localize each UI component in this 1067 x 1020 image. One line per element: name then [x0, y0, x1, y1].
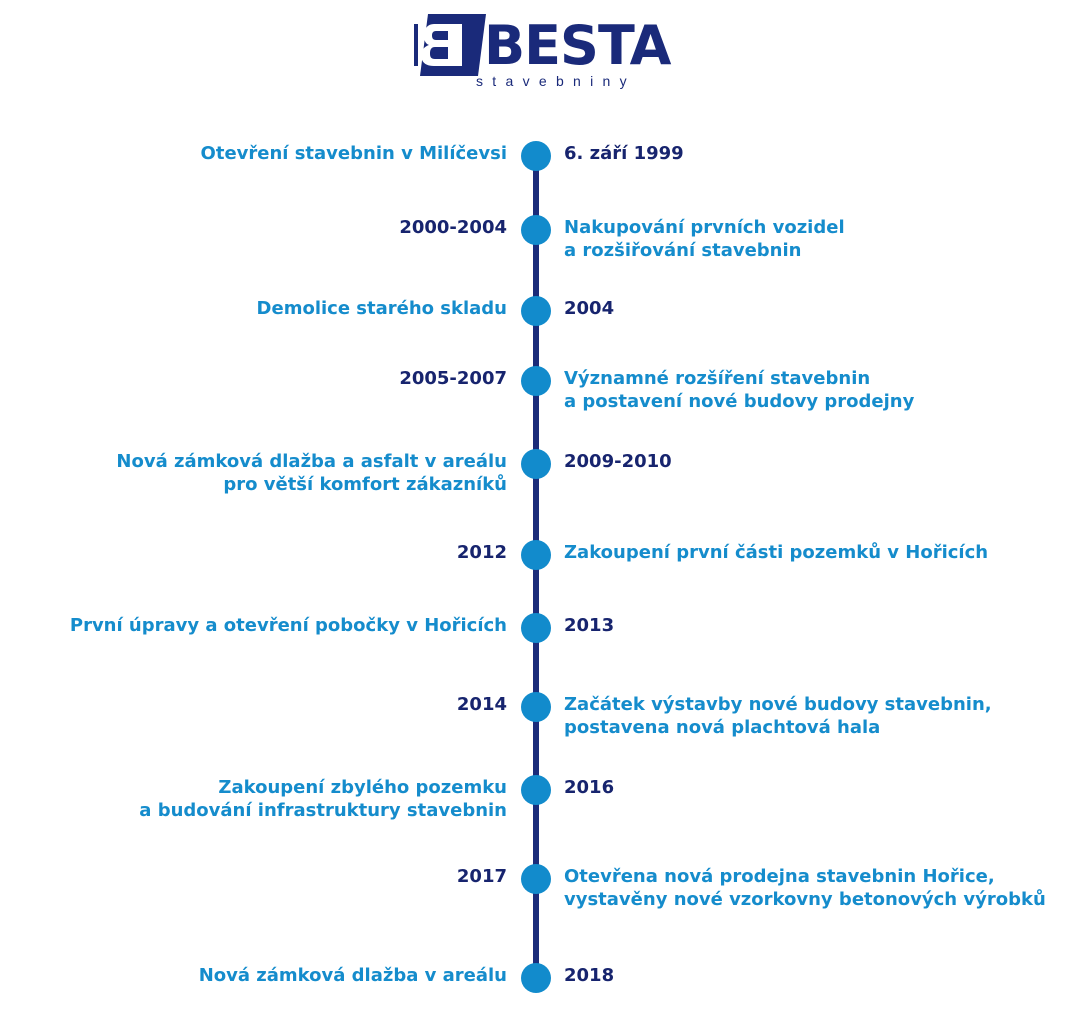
timeline-description: Demolice starého skladu [256, 298, 507, 319]
timeline-date: 2012 [456, 542, 507, 563]
timeline-date: 2009-2010 [564, 451, 672, 472]
timeline-dot [521, 296, 551, 326]
timeline-description: Zakoupení zbylého pozemku a budování infrastruktury stavebnin [139, 777, 507, 821]
logo-b-mark-icon [414, 14, 486, 76]
timeline-description: Nová zámková dlažba a asfalt v areálu pro větší komfort zákazníků [116, 451, 507, 495]
timeline-date: 2004 [564, 298, 615, 319]
timeline-description: První úpravy a otevření pobočky v Hořicích [69, 615, 507, 636]
timeline-description: Významné rozšíření stavebnin a postavení nové budovy prodejny [564, 368, 915, 412]
timeline-dot [521, 692, 551, 722]
besta-logo [414, 12, 671, 92]
timeline-description: Otevřena nová prodejna stavebnin Hořice, vystavěny nové vzorkovny betonových výrobků [564, 866, 1046, 910]
timeline-dot [521, 613, 551, 643]
timeline-date: 2013 [564, 615, 615, 636]
timeline-date: 2000-2004 [399, 217, 507, 238]
timeline-date: 2014 [456, 694, 507, 715]
timeline-description: Nová zámková dlažba v areálu [198, 965, 507, 986]
timeline-description: Začátek výstavby nové budovy stavebnin, postavena nová plachtová hala [564, 694, 992, 738]
timeline-date: 6. září 1999 [564, 143, 684, 164]
timeline-dot [521, 141, 551, 171]
timeline-description: Otevření stavebnin v Milíčevsi [200, 143, 507, 164]
timeline-dot [521, 215, 551, 245]
timeline-dot [521, 449, 551, 479]
timeline-dot [521, 366, 551, 396]
timeline-dot [521, 540, 551, 570]
timeline-date: 2018 [564, 965, 615, 986]
timeline-dot [521, 775, 551, 805]
timeline-description: Zakoupení první části pozemků v Hořicích [564, 542, 989, 563]
timeline-date: 2017 [456, 866, 507, 887]
timeline-dot [521, 864, 551, 894]
timeline-date: 2005-2007 [399, 368, 507, 389]
timeline-description: Nakupování prvních vozidel a rozšiřování stavebnin [564, 217, 845, 261]
logo-wordmark: BESTA [484, 14, 671, 77]
timeline-dot [521, 963, 551, 993]
timeline-date: 2016 [564, 777, 615, 798]
logo-tagline: stavebniny [476, 73, 636, 89]
